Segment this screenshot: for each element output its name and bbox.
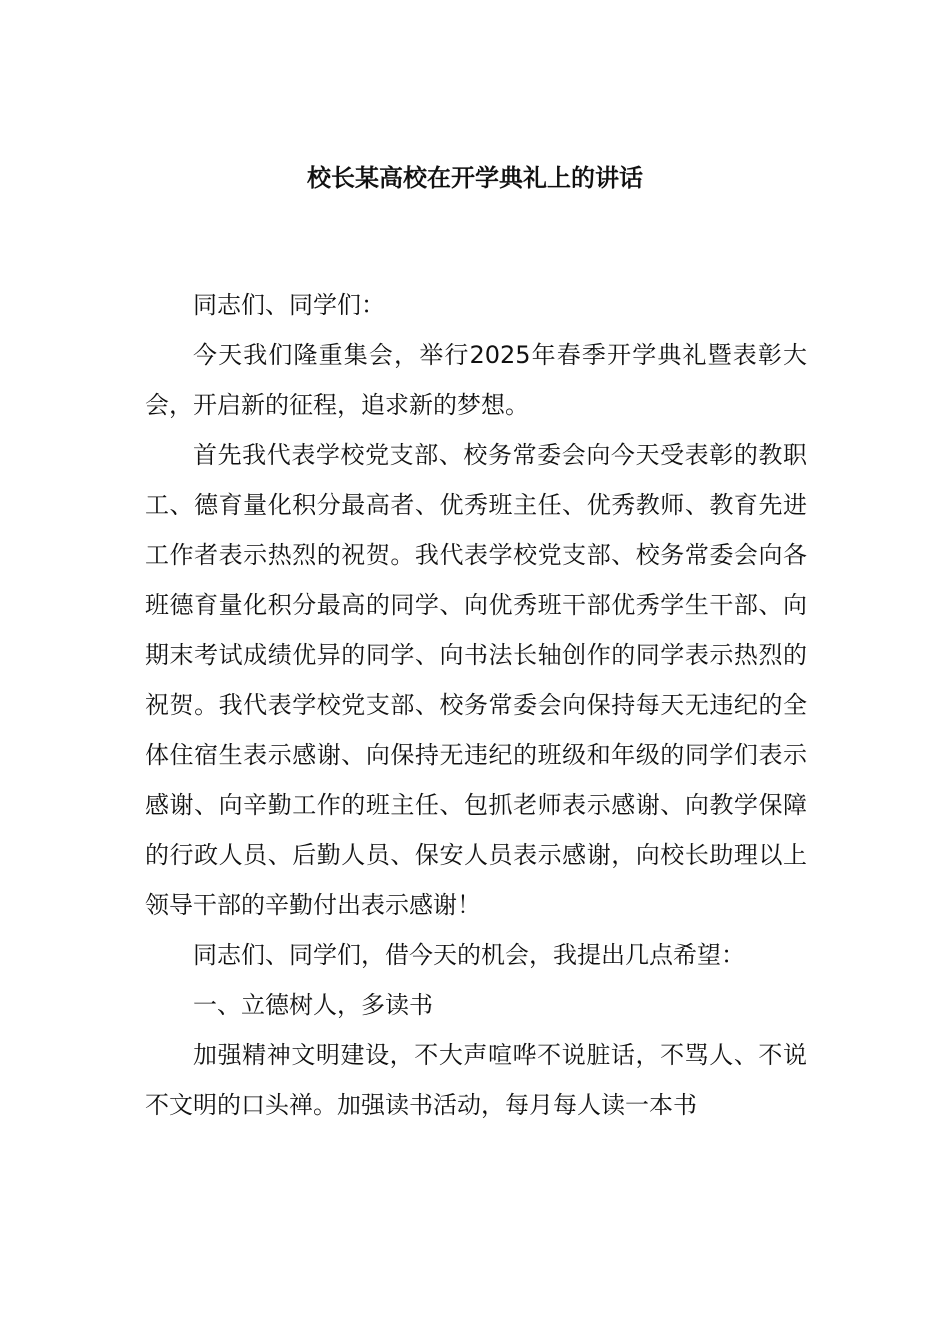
hopes-intro-paragraph: 同志们、同学们，借今天的机会，我提出几点希望： [193,941,745,969]
congratulations-paragraph: 首先我代表学校党支部、校务常委会向今天受表彰的教职工、德育量化积分最高者、优秀班主任、优秀教师、教育先进工作者表示热烈的祝贺。我代表学校党支部、校务常委会向各班德育量化积分最高的同学、向优秀班干部优秀学生干部、向期末考试成绩优异的同学、向书法长轴创作的同学表示热烈的祝贺。我代表学校党支部、校务常委会向保持每天无违纪的全体住宿生表示感谢、向保持无违纪的班级和年级的同学们表示感谢、向辛勤工作的班主任、包抓老师表示感谢、向教学保障的行政人员、后勤人员、保安人员表示感谢，向校长助理以上领导干部的辛勤付出表示感谢！ [145,441,807,919]
document-body [145,280,807,1130]
section-1-paragraph: 加强精神文明建设，不大声喧哗不说脏话，不骂人、不说不文明的口头禅。加强读书活动，每月每人读一本书 [145,1041,807,1119]
salutation-paragraph: 同志们、同学们： [193,291,385,319]
opening-paragraph: 今天我们隆重集会，举行2025年春季开学典礼暨表彰大会，开启新的征程，追求新的梦想。 [145,341,807,419]
section-heading-1: 一、立德树人，多读书 [193,991,433,1019]
document-title: 校长某高校在开学典礼上的讲话 [307,164,643,192]
